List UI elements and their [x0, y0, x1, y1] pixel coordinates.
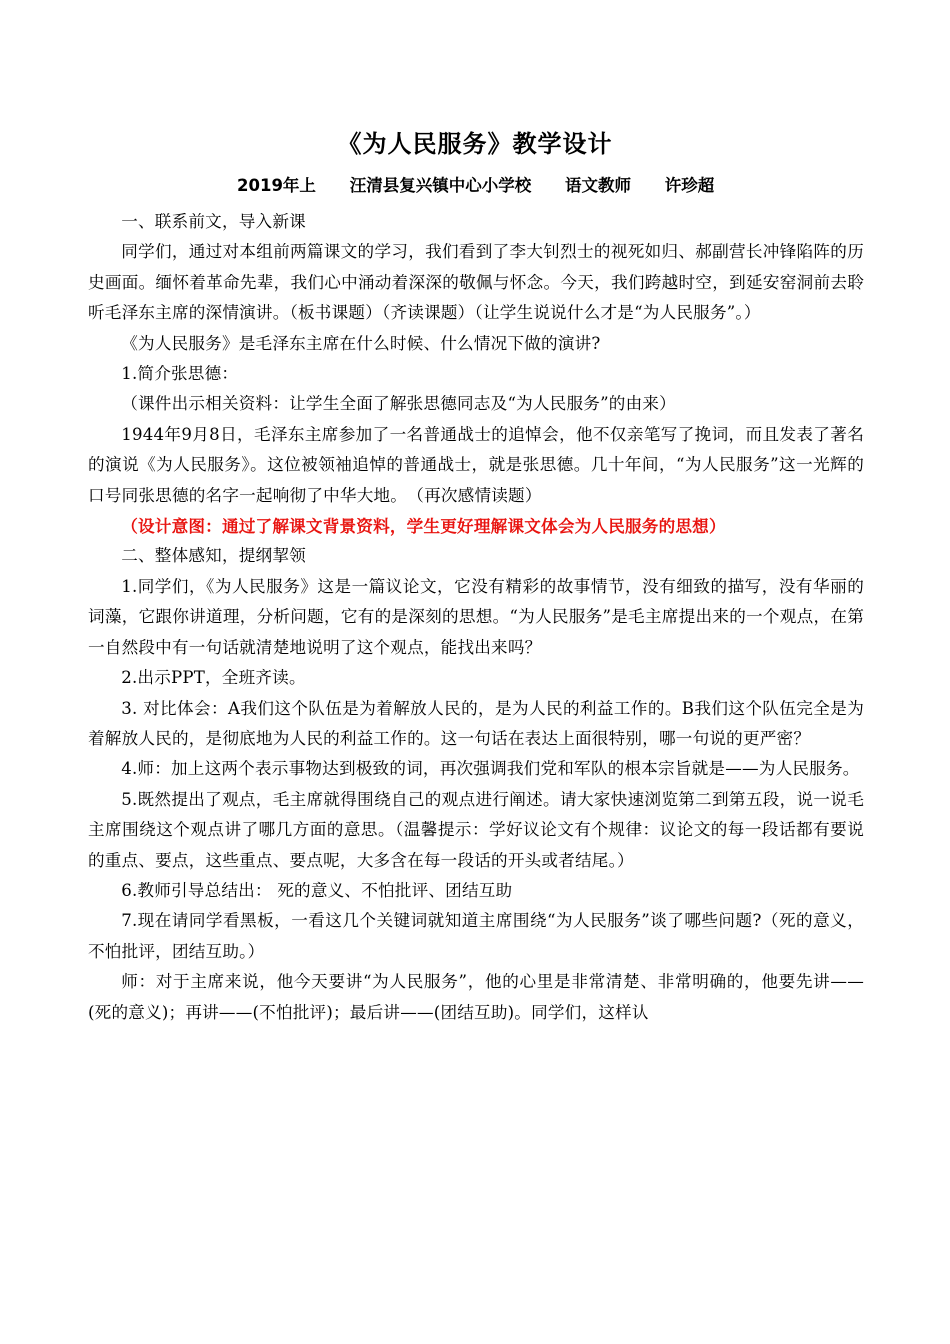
paragraph: 7.现在请同学看黑板，一看这几个关键词就知道主席围绕“为人民服务”谈了哪些问题?（死的意义，不怕批评，团结互助。） [88, 911, 864, 961]
paragraph: 同学们，通过对本组前两篇课文的学习，我们看到了李大钊烈士的视死如归、郝副营长冲锋陷阵的历史画面。缅怀着革命先辈，我们心中涌动着深深的敬佩与怀念。今天，我们跨越时空，到延安窑洞前去聆听毛泽东主席的深情演讲。（板书课题）（齐读课题）（让学生说说什么才是“为人民服务”。） [88, 242, 864, 323]
paragraph: 1.同学们，《为人民服务》这是一篇议论文，它没有精彩的故事情节，没有细致的描写，没有华丽的词藻，它跟你讲道理，分析问题，它有的是深刻的思想。“为人民服务”是毛主席提出来的一个观点，在第一自然段中有一句话就清楚地说明了这个观点，能找出来吗？ [88, 576, 864, 657]
subtitle-school: 汪清县复兴镇中心小学校 [349, 176, 532, 195]
paragraph: 2.出示PPT，全班齐读。 [121, 668, 306, 688]
document-body [88, 207, 864, 1028]
section-heading-1: 一、联系前文，导入新课 [121, 212, 306, 231]
subtitle-year: 2019年上 [237, 176, 316, 195]
paragraph: 师：对于主席来说，他今天要讲“为人民服务”，他的心里是非常清楚、非常明确的，他要先讲——(死的意义)；再讲——(不怕批评)；最后讲——(团结互助)。同学们，这样认 [88, 972, 864, 1022]
document-subtitle [237, 172, 714, 196]
paragraph: 5.既然提出了观点，毛主席就得围绕自己的观点进行阐述。请大家快速浏览第二到第五段，说一说毛主席围绕这个观点讲了哪几方面的意思。（温馨提示：学好议论文有个规律：议论文的每一段话都有要说的重点、要点，这些重点、要点呢，大多含在每一段话的开头或者结尾。） [88, 789, 864, 870]
paragraph: 4.师：加上这两个表示事物达到极致的词，再次强调我们党和军队的根本宗旨就是——为人民服务。 [121, 759, 860, 779]
design-intent-note: （设计意图：通过了解课文背景资料，学生更好理解课文体会为人民服务的思想） [121, 516, 726, 537]
paragraph: 1944年9月8日，毛泽东主席参加了一名普通战士的追悼会，他不仅亲笔写了挽词，而且发表了著名的演说《为人民服务》。这位被领袖追悼的普通战士，就是张思德。几十年间，“为人民服务”这一光辉的口号同张思德的名字一起响彻了中华大地。 （再次感情读题） [88, 424, 864, 505]
subtitle-author: 许珍超 [664, 176, 715, 195]
paragraph: 《为人民服务》是毛泽东主席在什么时候、什么情况下做的演讲? [121, 333, 601, 353]
paragraph: 1.简介张思德： [121, 364, 239, 384]
paragraph: 3. 对比体会：A我们这个队伍是为着解放人民的，是为人民的利益工作的。B我们这个队伍完全是为着解放人民的，是彻底地为人民的利益工作的。这一句话在表达上面很特别，哪一句说的更严密？ [88, 698, 864, 748]
paragraph: 6.教师引导总结出： 死的意义、不怕批评、团结互助 [121, 880, 513, 900]
document-title: 《为人民服务》教学设计 [337, 130, 613, 158]
section-heading-2: 二、整体感知，提纲挈领 [121, 546, 306, 566]
paragraph: （课件出示相关资料：让学生全面了解张思德同志及“为人民服务”的由来） [121, 394, 676, 414]
subtitle-role: 语文教师 [564, 176, 631, 195]
